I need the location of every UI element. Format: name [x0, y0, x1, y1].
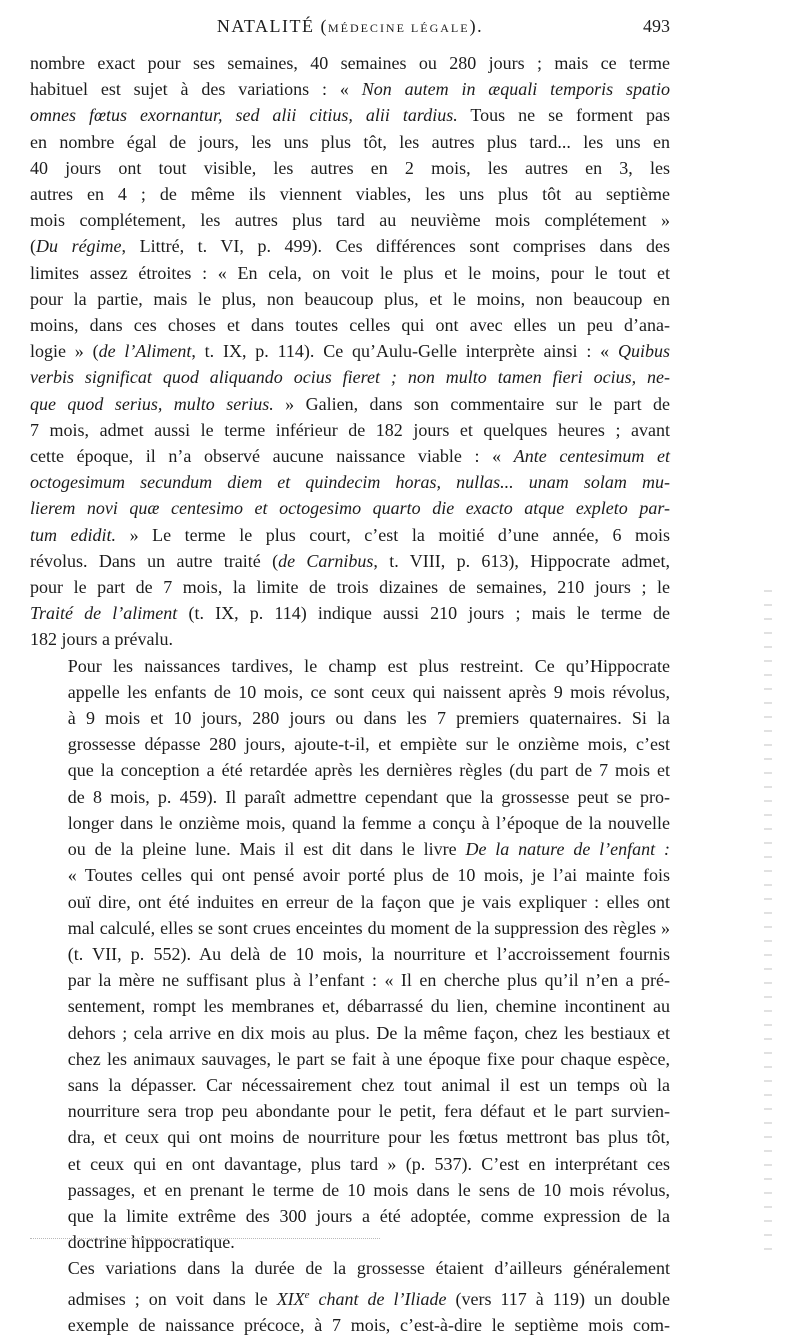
text-run: nombre exact pour ses semaines, 40 semaines ou 280 jours ; mais ce terme — [30, 53, 670, 73]
text-line — [30, 1229, 670, 1255]
text-line — [30, 364, 670, 390]
text-line — [30, 784, 670, 810]
text-line — [30, 469, 670, 495]
header-title-sub: MÉDECINE LÉGALE — [327, 21, 470, 35]
text-line — [30, 1124, 670, 1150]
text-line — [30, 574, 670, 600]
text-run: 182 jours a prévalu. — [30, 629, 173, 650]
text-line — [30, 600, 670, 626]
scan-margin-artifact — [764, 590, 772, 1250]
italic-run: omnes fœtus exornantur, sed alii citius, alii tardius. — [30, 105, 458, 126]
text-run: » Galien, dans son commentaire sur le part de — [273, 393, 671, 414]
text-line — [30, 76, 670, 102]
text-run: grossesse dépasse 280 jours, ajoute-t-il, et empiète sur le onzième mois, c’est — [67, 734, 670, 755]
text-run: à 9 mois et 10 jours, 280 jours ou dans les 7 premiers quaternaires. Si la — [67, 708, 670, 729]
text-line — [30, 155, 670, 181]
text-line — [30, 626, 670, 652]
text-line — [30, 495, 670, 521]
italic-run: De la nature de l’enfant : — [465, 839, 670, 860]
text-run: , Littré, t. VI, p. 499). Ces différences sont comprises dans des — [121, 236, 670, 257]
text-run: longer dans le onzième mois, quand la femme a conçu à l’époque de la nouvelle — [67, 812, 670, 833]
text-line — [30, 129, 670, 155]
text-run: ou de la pleine lune. Mais il est dit dans le livre — [67, 839, 466, 860]
text-run: autres en 4 ; de même ils viennent viables, les uns plus tôt au septième — [30, 184, 670, 205]
text-line — [30, 1203, 670, 1229]
text-run: appelle les enfants de 10 mois, ce sont ceux qui naissent après 9 mois révolus, — [67, 681, 670, 702]
text-run: (t. IX, p. 114) indique aussi 210 jours ; mais le terme de — [177, 603, 670, 624]
text-run: dehors ; cela arrive en dix mois au plus. De la même façon, chez les bestiaux et — [67, 1022, 670, 1043]
page-number: 493 — [643, 16, 670, 36]
text-run: cette époque, il n’a observé aucune naissance viable : « — [30, 446, 514, 467]
text-line — [30, 181, 670, 207]
text-line — [30, 1255, 670, 1281]
text-line — [30, 102, 670, 128]
text-line — [30, 1312, 670, 1338]
text-line — [30, 915, 670, 941]
paragraph — [30, 1255, 670, 1338]
text-line — [30, 810, 670, 836]
text-run: exemple de naissance précoce, à 7 mois, c’est-à-dire le septième mois com- — [67, 1314, 670, 1335]
italic-run: lierem novi quæ centesimo et octogesimo quarto die exacto atque expleto par- — [30, 498, 670, 519]
italic-run: Ante centesimum et — [513, 446, 671, 467]
text-line — [30, 207, 670, 233]
text-line — [30, 1046, 670, 1072]
text-run: doctrine hippocratique. — [67, 1232, 235, 1253]
paragraph — [30, 50, 670, 653]
text-line — [30, 705, 670, 731]
body-text — [30, 50, 670, 1338]
italic-run: chant de l’Iliade — [309, 1288, 447, 1309]
header-title-main: NATALITÉ ( — [216, 16, 328, 36]
text-line — [30, 993, 670, 1019]
text-run: , t. VIII, p. 613), Hippocrate admet, — [373, 550, 670, 571]
text-run: , t. IX, p. 114). Ce qu’Aulu-Gelle interprète ainsi : « — [191, 341, 618, 362]
text-run: (t. VII, p. 552). Au delà de 10 mois, la nourriture et l’accroissement fournis — [67, 943, 670, 964]
text-run: Ces variations dans la durée de la grossesse étaient d’ailleurs généralement — [67, 1258, 670, 1279]
text-line — [30, 338, 670, 364]
text-run: mois complétement, les autres plus tard au neuvième mois complétement » — [30, 210, 670, 231]
italic-run: Quibus — [617, 341, 670, 362]
text-run: pour le part de 7 mois, la limite de trois dizaines de semaines, 210 jours ; le — [30, 577, 670, 598]
text-line — [30, 260, 670, 286]
text-run: révolus. Dans un autre traité ( — [30, 550, 279, 571]
text-line — [30, 286, 670, 312]
text-run: moins, dans ces choses et dans toutes celles qui ont avec elles un peu d’ana- — [30, 315, 670, 336]
text-run: « Toutes celles qui ont pensé avoir porté plus de 10 mois, je l’ai mainte fois — [67, 865, 670, 886]
text-run: ouï dire, ont été induites en erreur de la façon que je vais expliquer : elles ont — [67, 891, 670, 912]
text-line — [30, 1072, 670, 1098]
header-title — [30, 16, 670, 37]
text-line — [30, 889, 670, 915]
text-line — [30, 653, 670, 679]
italic-run: Du régime — [36, 236, 122, 257]
text-line — [30, 548, 670, 574]
text-run: logie » ( — [30, 341, 99, 362]
text-line — [30, 967, 670, 993]
text-line — [30, 312, 670, 338]
italic-run: de l’Aliment — [98, 341, 192, 362]
text-run: de 8 mois, p. 459). Il paraît admettre cependant que la grossesse peut se pro- — [67, 786, 670, 807]
text-run: nourriture sera trop peu abondante pour le petit, fera défaut et le part survien- — [67, 1101, 670, 1122]
text-line — [30, 1282, 670, 1312]
text-line — [30, 1098, 670, 1124]
text-run: que la conception a été retardée après les dernières règles (du part de 7 mois et — [67, 760, 670, 781]
text-line — [30, 731, 670, 757]
italic-run: octogesimum secundum diem et quindecim horas, nullas... unam solam mu- — [30, 472, 670, 493]
text-run: en nombre égal de jours, les uns plus tôt, les autres plus tard... les uns en — [30, 131, 670, 152]
running-header — [30, 14, 670, 42]
italic-run: de Carnibus — [278, 550, 374, 571]
italic-run: Traité de l’aliment — [30, 603, 178, 624]
text-line — [30, 522, 670, 548]
italic-run: e — [304, 1288, 310, 1301]
text-line — [30, 1151, 670, 1177]
text-run: et ceux qui en ont davantage, plus tard » (p. 537). C’est en interprétant ces — [67, 1153, 670, 1174]
italic-run: verbis significat quod aliquando ocius fieret ; non multo tamen fieri ocius, ne- — [30, 367, 670, 388]
text-line — [30, 1177, 670, 1203]
text-line — [30, 1020, 670, 1046]
italic-run: tum edidit. — [30, 524, 117, 545]
text-line — [30, 443, 670, 469]
text-run: sentement, rompt les membranes et, débarrassé du lien, chemine incontinent au — [67, 996, 670, 1017]
text-run: admises ; on voit dans le — [67, 1288, 277, 1309]
italic-run: XIX — [276, 1288, 305, 1309]
text-run: mal calculé, elles se sont crues enceintes du moment de la suppression des règles » — [67, 917, 670, 938]
text-run: ( — [30, 236, 36, 257]
italic-run: que quod serius, multo serius. — [30, 393, 274, 414]
text-run: 40 jours ont tout visible, les autres en 2 mois, les autres en 3, les — [30, 157, 670, 178]
header-title-end: ). — [469, 16, 484, 36]
text-run: 7 mois, admet aussi le terme inférieur de 182 jours et quelques heures ; avant — [30, 419, 670, 440]
italic-run: Non autem in æquali temporis spatio — [361, 79, 671, 100]
text-run: par la mère ne suffisant plus à l’enfant : « Il en cherche plus qu’il n’en a pré- — [67, 970, 670, 991]
text-run: Pour les naissances tardives, le champ est plus restreint. Ce qu’Hippocrate — [67, 655, 670, 676]
text-line — [30, 679, 670, 705]
text-line — [30, 941, 670, 967]
text-run: » Le terme le plus court, c’est la moitié d’une année, 6 mois — [116, 524, 671, 545]
text-run: passages, et en prenant le terme de 10 mois dans le sens de 10 mois révolus, — [67, 1179, 670, 1200]
text-run: (vers 117 à 119) un double — [446, 1288, 671, 1309]
text-run: dra, et ceux qui ont moins de nourriture pour les fœtus mettront bas plus tôt, — [67, 1127, 670, 1148]
text-line — [30, 757, 670, 783]
text-line — [30, 50, 670, 76]
text-line — [30, 233, 670, 259]
footer-dotted-rule — [30, 1238, 380, 1239]
text-line — [30, 862, 670, 888]
text-run: habituel est sujet à des variations : « — [30, 79, 362, 100]
text-run: Tous ne se forment pas — [457, 105, 671, 126]
text-line — [30, 391, 670, 417]
text-run: que la limite extrême des 300 jours a été adoptée, comme expression de la — [67, 1205, 670, 1226]
paragraph — [30, 653, 670, 1256]
text-run: pour la partie, mais le plus, non beaucoup plus, et le moins, non beaucoup en — [30, 288, 670, 309]
text-run: sans la dépasser. Car nécessairement chez tout animal il est un temps où la — [67, 1074, 670, 1095]
text-run: chez les animaux sauvages, le part se fait à une époque fixe pour chaque espèce, — [67, 1048, 670, 1069]
text-run: limites assez étroites : « En cela, on voit le plus et le moins, pour le tout et — [30, 262, 670, 283]
text-line — [30, 836, 670, 862]
text-line — [30, 417, 670, 443]
